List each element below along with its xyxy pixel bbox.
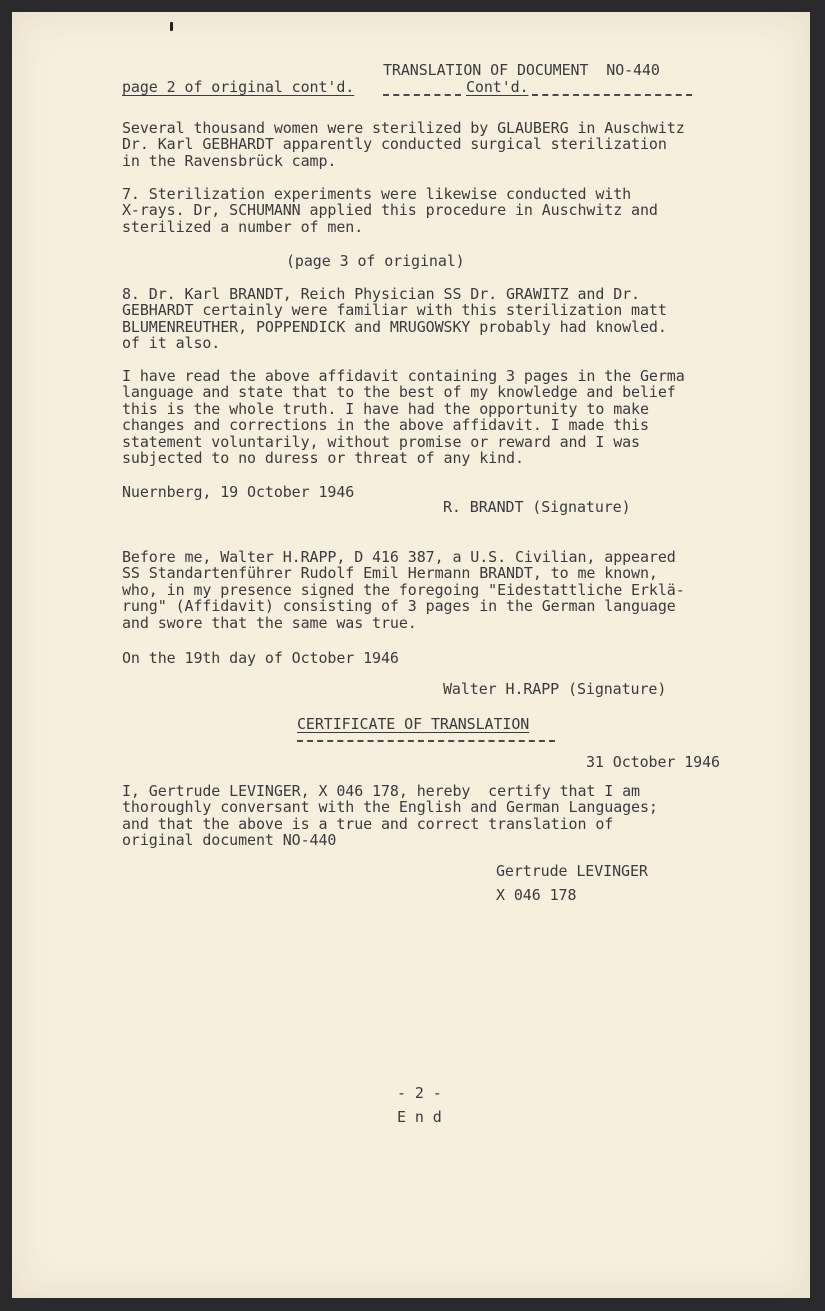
- oath-date: On the 19th day of October 1946: [122, 649, 399, 667]
- oath-paragraph: Before me, Walter H.RAPP, D 416 387, a U.S. Civilian, appeared SS Standartenführer Rudolf Emil Hermann BRANDT, to me known, who, in my presence signed the foregoing "Eidestattliche Erklä- rung" (Affidavit) consisting of 3 pages in the German language and swore that the same was true.: [122, 548, 685, 632]
- end-marker: E n d: [397, 1108, 442, 1126]
- paragraph-7-xrays: 7. Sterilization experiments were likewise conducted with X-rays. Dr, SCHUMANN applied this procedure in Auschwitz and sterilized a number of men.: [122, 185, 658, 236]
- header-rule-middle: [383, 94, 461, 96]
- staple-mark: [170, 22, 173, 31]
- certificate-paragraph: I, Gertrude LEVINGER, X 046 178, hereby certify that I am thoroughly conversant with the English and German Languages; and that the above is a true and correct translation of original document NO-440: [122, 782, 658, 850]
- certificate-date: 31 October 1946: [586, 753, 720, 771]
- affidavit-place-date: Nuernberg, 19 October 1946: [122, 483, 355, 501]
- paragraph-affidavit-statement: I have read the above affidavit containing 3 pages in the Germa language and state that to the best of my knowledge and belief this is the whole truth. I have had the opportunity to make changes and corrections in the above affidavit. I made this statement voluntarily, without promise or reward and I was subjected to no duress or threat of any kind.: [122, 367, 685, 468]
- paragraph-8-brandt: 8. Dr. Karl BRANDT, Reich Physician SS Dr. GRAWITZ and Dr. GEBHARDT certainly were familiar with this sterilization matt BLUMENREUTHER, POPPENDICK and MRUGOWSKY probably had knowled. of it also.: [122, 285, 667, 353]
- page-number: - 2 -: [397, 1084, 442, 1102]
- continuation-left: page 2 of original cont'd.: [122, 78, 355, 96]
- translator-number: X 046 178: [496, 886, 577, 904]
- original-page-marker: (page 3 of original): [286, 252, 465, 270]
- continuation-right: Cont'd.: [466, 78, 529, 96]
- oath-signature: Walter H.RAPP (Signature): [443, 680, 667, 698]
- document-title: TRANSLATION OF DOCUMENT NO-440: [383, 61, 660, 79]
- paragraph-sterilization-glauberg: Several thousand women were sterilized by GLAUBERG in Auschwitz Dr. Karl GEBHARDT apparently conducted surgical sterilization in the Ravensbrück camp.: [122, 119, 685, 170]
- translator-name: Gertrude LEVINGER: [496, 862, 648, 880]
- affidavit-signature: R. BRANDT (Signature): [443, 498, 631, 516]
- certificate-title: CERTIFICATE OF TRANSLATION: [297, 715, 530, 733]
- header-rule-right: [532, 94, 692, 96]
- certificate-title-rule: [297, 740, 555, 742]
